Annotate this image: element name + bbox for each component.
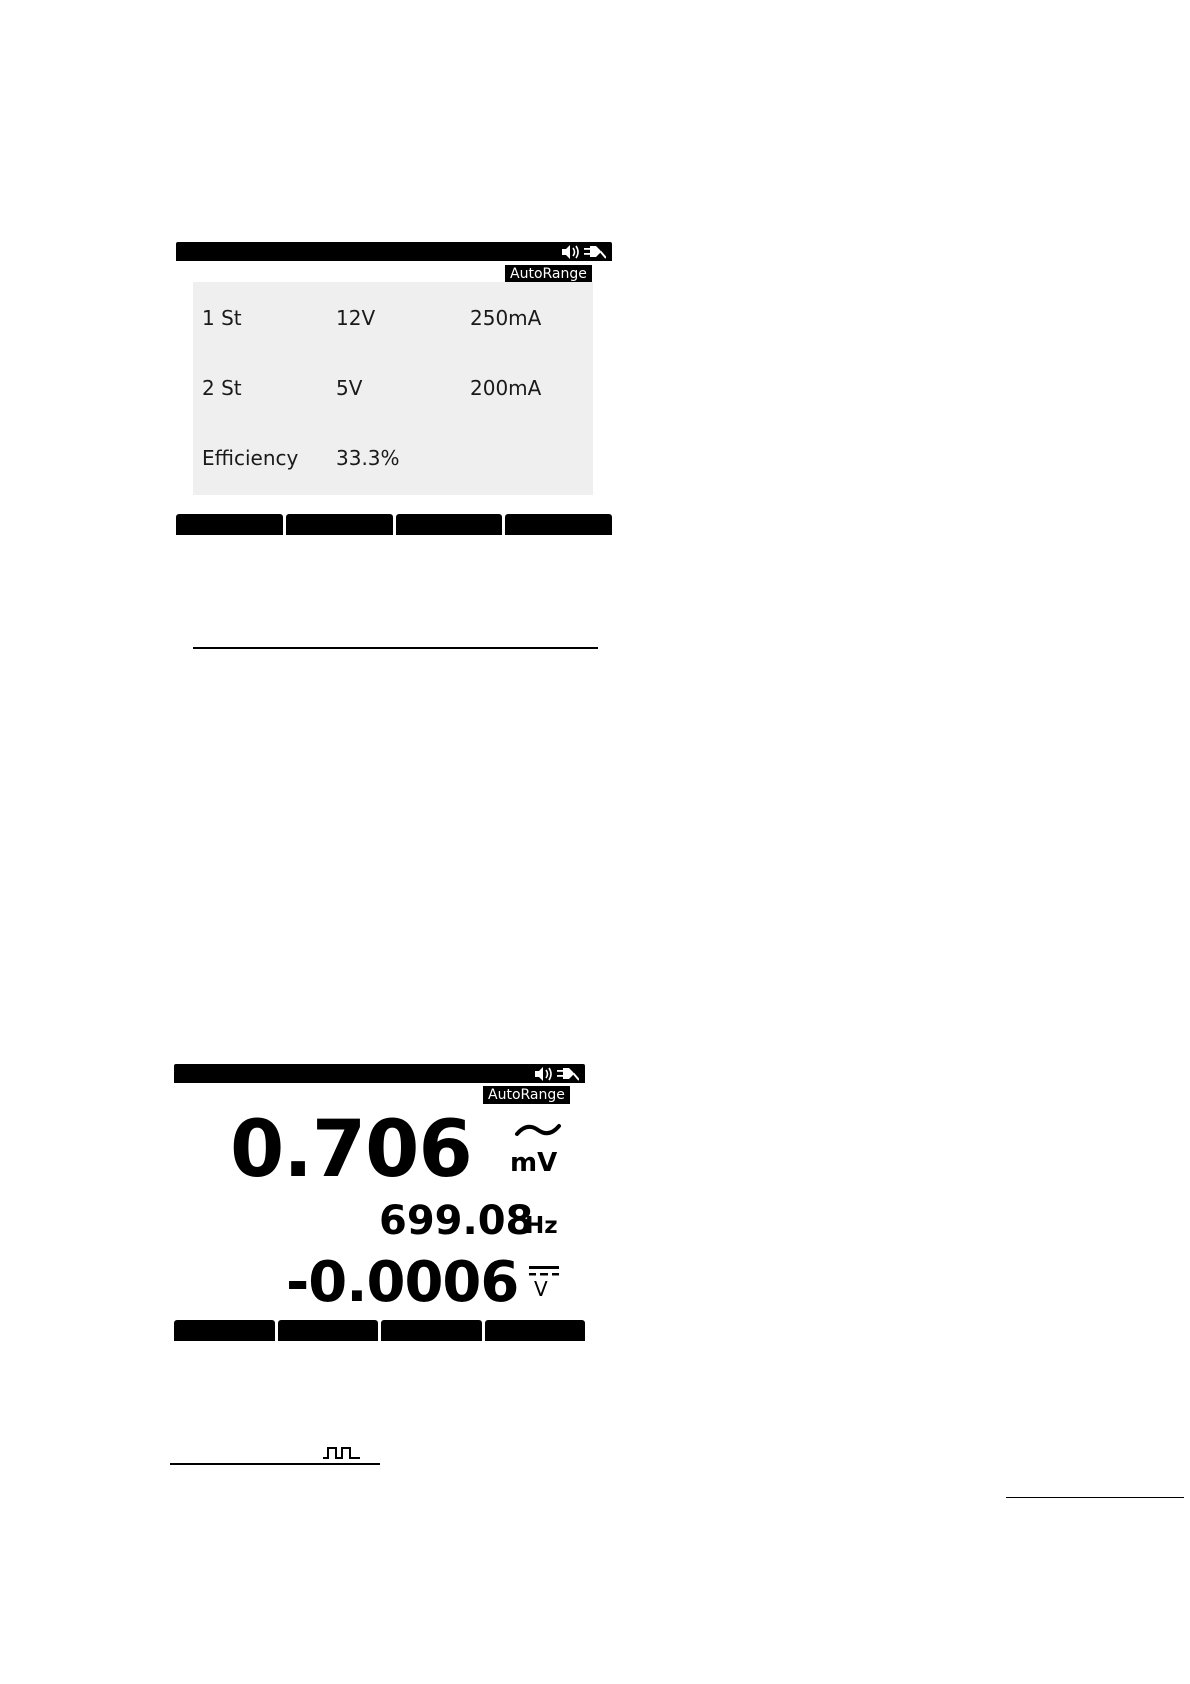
square-wave-icon	[322, 1446, 362, 1460]
softkey-1[interactable]	[176, 514, 283, 535]
voltage-value: 12V	[336, 306, 376, 330]
divider-line	[170, 1463, 380, 1465]
plug-icon	[557, 1067, 579, 1081]
softkey-bar	[174, 1320, 585, 1341]
softkey-1[interactable]	[174, 1320, 275, 1341]
softkey-3[interactable]	[396, 514, 503, 535]
status-bar	[176, 242, 612, 261]
autorange-badge: AutoRange	[483, 1086, 570, 1104]
efficiency-display	[176, 242, 612, 535]
stage-label: 2 St	[202, 376, 242, 400]
divider-line	[1006, 1497, 1184, 1498]
multimeter-display	[174, 1064, 585, 1341]
speaker-icon	[534, 1067, 554, 1081]
efficiency-value: 33.3%	[336, 446, 400, 470]
softkey-bar	[176, 514, 612, 535]
status-bar	[174, 1064, 585, 1083]
autorange-badge: AutoRange	[505, 265, 592, 283]
frequency-unit: Hz	[525, 1213, 558, 1239]
divider-line	[193, 647, 598, 649]
softkey-4[interactable]	[485, 1320, 586, 1341]
primary-unit: mV	[510, 1148, 558, 1178]
measurement-panel	[193, 282, 593, 495]
current-value: 200mA	[470, 376, 542, 400]
speaker-icon	[561, 245, 581, 259]
softkey-3[interactable]	[381, 1320, 482, 1341]
stage-label: 1 St	[202, 306, 242, 330]
softkey-4[interactable]	[505, 514, 612, 535]
efficiency-label: Efficiency	[202, 446, 299, 470]
dc-unit: V	[534, 1277, 548, 1301]
plug-icon	[584, 245, 606, 259]
dc-symbol-icon	[528, 1264, 560, 1278]
dc-reading: -0.0006	[286, 1250, 519, 1315]
frequency-reading: 699.08	[379, 1198, 534, 1244]
current-value: 250mA	[470, 306, 542, 330]
softkey-2[interactable]	[278, 1320, 379, 1341]
voltage-value: 5V	[336, 376, 363, 400]
tilde-ac-icon	[514, 1120, 562, 1140]
primary-reading: 0.706	[230, 1105, 472, 1195]
softkey-2[interactable]	[286, 514, 393, 535]
